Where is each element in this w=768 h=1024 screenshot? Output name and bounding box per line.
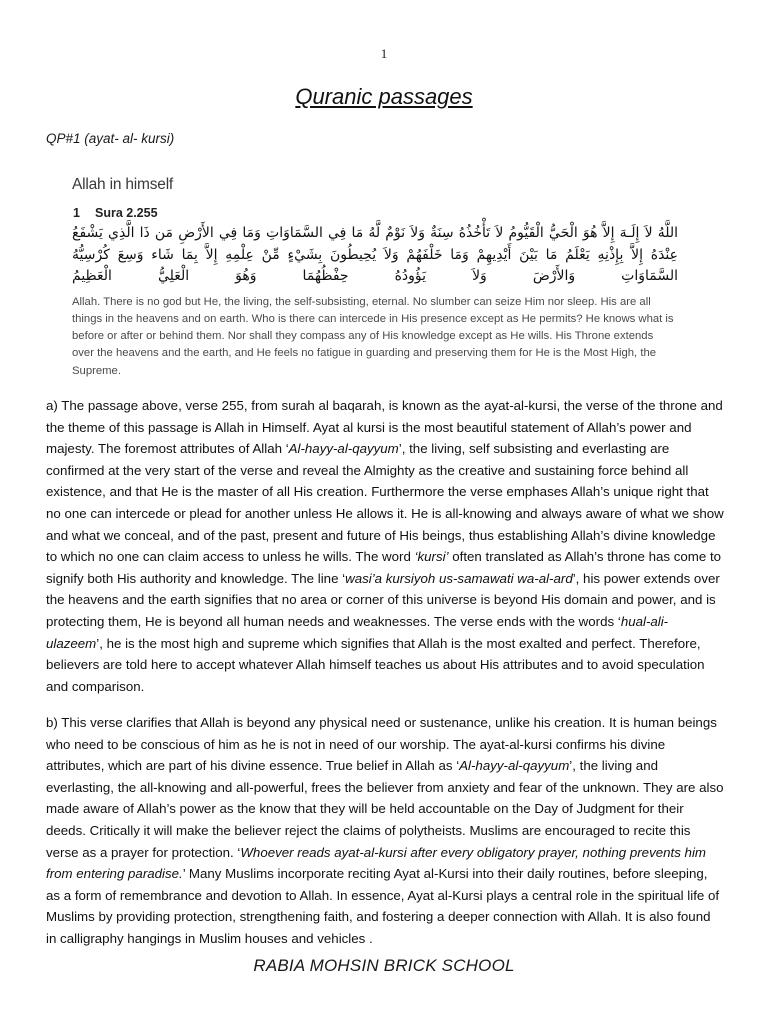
document-title: Quranic passages [295,84,473,109]
answer-a-text-4: ’, his power extends over the heavens and the earth signifies that no area or corner of this universe is beyond His domain and power, and is protecting them, He is beyond all human needs and weaknesses. The verse ends with the words ‘ [46,570,720,629]
answer-b-italic-1: Al-hayy-al-qayyum [459,758,570,774]
school-footer: RABIA MOHSIN BRICK SCHOOL [253,956,515,975]
question-label: QP#1 (ayat- al- kursi) [46,131,175,146]
sura-number: 1 [73,206,80,220]
sura-reference [73,206,678,220]
answer-a-text-2: ’, the living, self subsisting and everlasting are confirmed at the very start of the verse and reveal the Almighty as the creative and sustaining force behind all existence, and that He is the master of all His creation. Furthermore the verse emphases Allah’s unique right that no one can intercede or plead for another unless He allows it. He is all-knowing and always aware of what we show and what we conceal, and of the past, present and future of His beings, thus establishing Allah’s divine knowledge to which no one can claim access to unless he wills. The word [46,441,724,565]
answer-a-text-3: often translated as Allah’s throne has come to signify both His authority and knowledge. The line ‘ [46,549,722,586]
answer-a-text-5: ’, he is the most high and supreme which signifies that Allah is the most exalted and perfect. Therefore, believers are told here to accept whatever Allah himself teaches us about His attributes and to avoid speculation and comparison. [46,635,705,694]
answer-a-paragraph [46,395,724,697]
arabic-verse: اللَّهُ لاَ إِلَـهَ إِلاَّ هُوَ الْحَيُّ الْقَيُّومُ لاَ تَأْخُذُهُ سِنَةٌ وَلاَ نَوْمٌ لَّهُ مَا فِي السَّمَاوَاتِ وَمَا فِي الأَرْضِ مَن ذَا الَّذِي يَشْفَعُ عِنْدَهُ إِلاَّ بِإِذْنِهِ يَعْلَمُ مَا بَيْنَ أَيْدِيهِمْ وَمَا خَلْفَهُمْ وَلاَ يُحِيطُونَ بِشَيْءٍ مِّنْ عِلْمِهِ إِلاَّ بِمَا شَاء وَسِعَ كُرْسِيُّهُ السَّمَاوَاتِ وَالأَرْضَ وَلاَ يَؤُودُهُ حِفْظُهُمَا وَهُوَ الْعَلِيُّ الْعَظِيمُ [72,225,678,284]
figure-heading: Allah in himself [72,176,174,193]
answer-a-italic-1: Al-hayy-al-qayyum [288,441,399,457]
answer-b-italic-2: Whoever reads ayat-al-kursi after every obligatory prayer, nothing prevents him from entering paradise. [46,844,706,882]
answer-a-italic-3: wasi’a kursiyoh us-samawati wa-al-ard [345,570,573,586]
page-number: 1 [380,46,388,61]
verse-figure [72,176,678,380]
answer-b-text-1: b) This verse clarifies that Allah is beyond any physical need or sustenance, unlike his creation. It is human beings who need to be conscious of him as he is not in need of our worship. The ayat-al-kursi confirms his divine attributes, which are part of his divine essence. True belief in Allah as ‘ [46,715,717,774]
answer-b-paragraph [46,712,724,950]
answer-a-italic-4: hual-ali-ulazeem [46,613,669,651]
verse-translation: Allah. There is no god but He, the living, the self-subsisting, eternal. No slumber can seize Him nor sleep. His are all things in the heavens and on earth. Who is there can intercede in His presence except as He permits? He knows what is before or after or behind them. Nor shall they compass any of His knowledge except as He wills. His Throne extends over the heavens and the earth, and He feels no fatigue in guarding and preserving them for He is the Most High, the Supreme. [72,295,674,377]
answer-a-italic-2: ‘kursi’ [414,549,449,565]
answer-a-text-1: a) The passage above, verse 255, from surah al baqarah, is known as the ayat-al-kursi, the verse of the throne and the theme of this passage is Allah in Himself. Ayat al kursi is the most beautiful statement of Allah’s power and majesty. The foremost attributes of Allah ‘ [46,398,723,457]
answer-b-text-2: ’, the living and everlasting, the all-knowing and all-powerful, frees the believer from anxiety and fear of the unknown. They are also made aware of Allah’s power as the know that they will be held accountable on the Day of Judgment for their deeds. Critically it will make the believer reject the claims of polytheists. Muslims are encouraged to recite this verse as a prayer for protection. ‘ [46,758,724,860]
answer-b-text-3: ’ Many Muslims incorporate reciting Ayat al-Kursi into their daily routines, before sleeping, as a form of remembrance and devotion to Allah. In essence, Ayat al-Kursi plays a central role in the spiritual life of Muslims by providing protection, strengthening faith, and fostering a deeper connection with Allah. It is also found in calligraphy hangings in Muslim houses and vehicles . [46,866,720,946]
sura-ref-text: Sura 2.255 [95,206,158,220]
